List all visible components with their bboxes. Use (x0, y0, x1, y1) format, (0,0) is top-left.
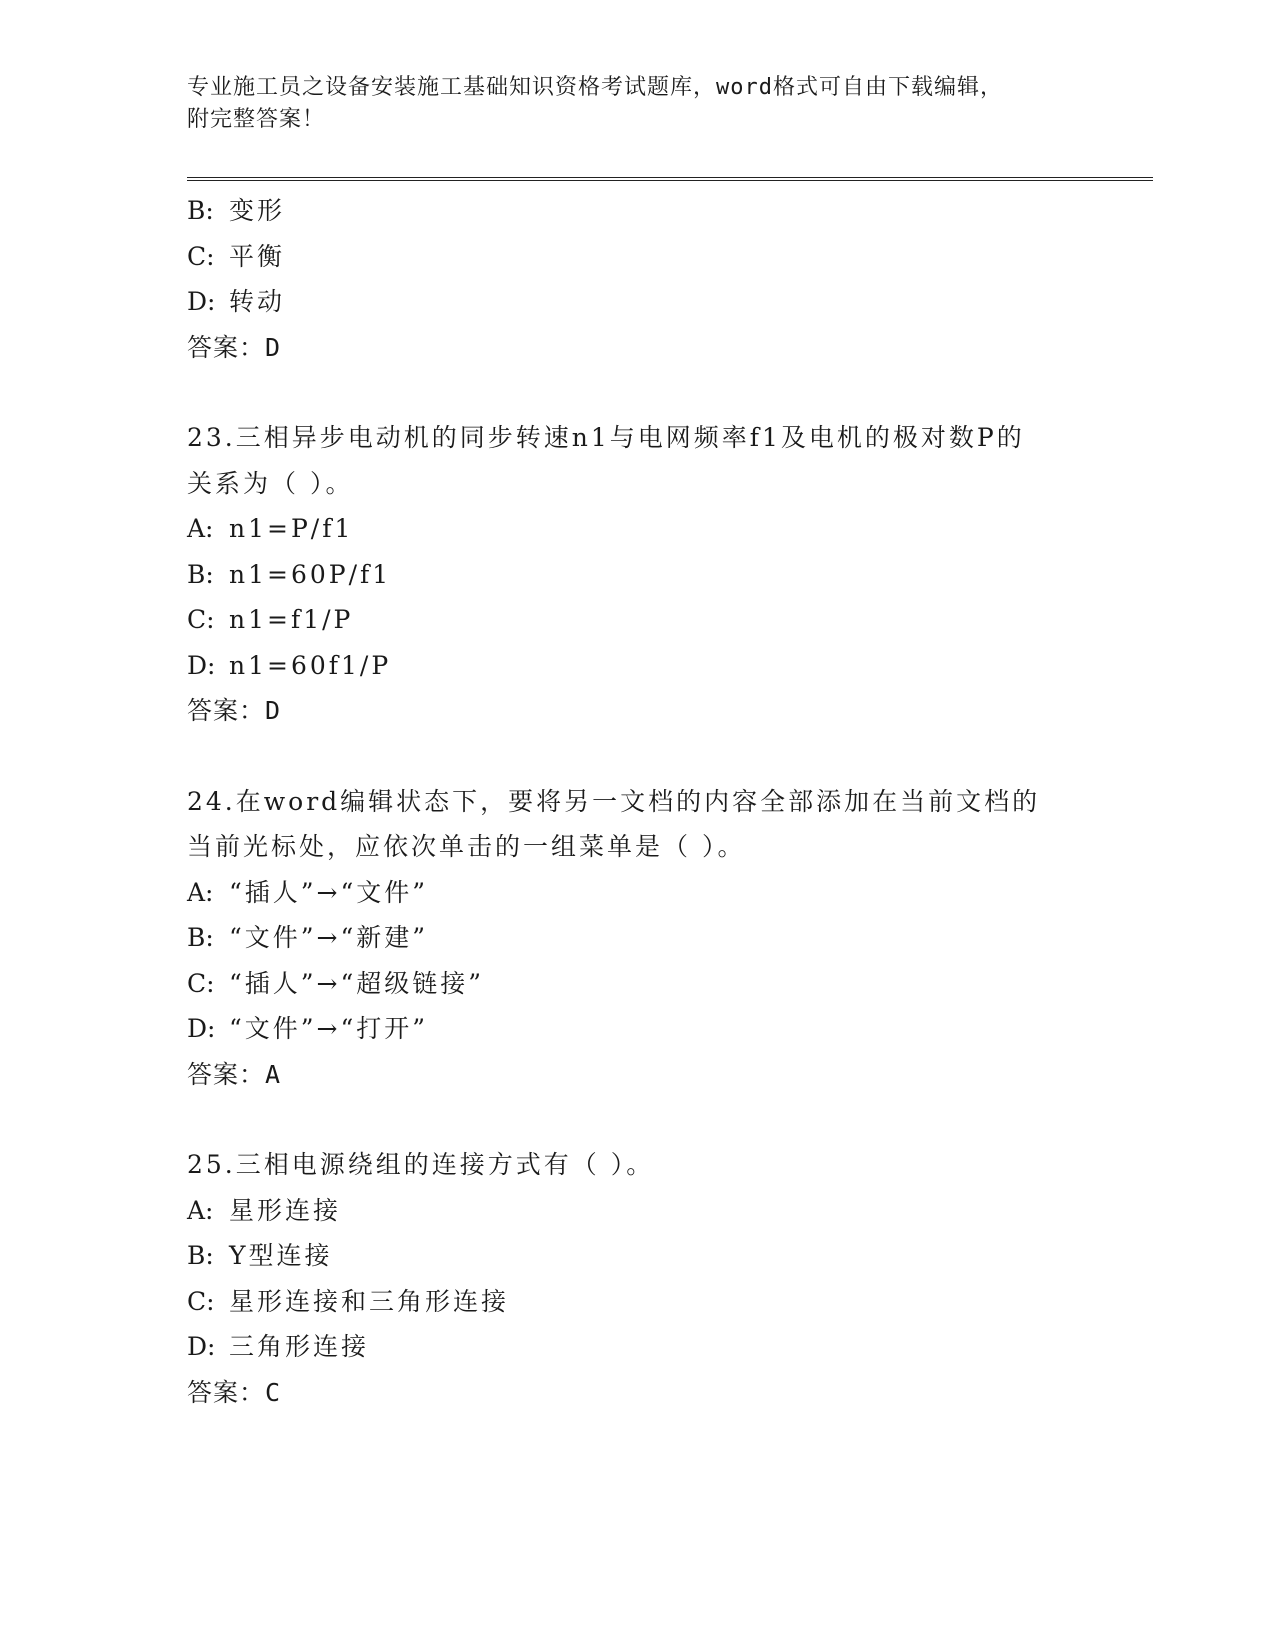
answer-value: A (265, 1059, 282, 1089)
option-text: 转动 (229, 287, 286, 316)
option-d (187, 1006, 1087, 1052)
option-a (187, 1188, 1087, 1234)
option-d (187, 279, 1087, 325)
question-text-line-1: 24.在word编辑状态下，要将另一文档的内容全部添加在当前文档的 (187, 786, 1041, 816)
option-text: 星形连接 (229, 1195, 342, 1225)
option-c (187, 1279, 1087, 1325)
answer-value: D (265, 696, 282, 725)
option-a (187, 506, 1087, 552)
question-text-line-1: 25.三相电源绕组的连接方式有（ ）。 (187, 1150, 655, 1179)
option-text: “插人”→“文件” (229, 877, 429, 907)
option-letter: D: (187, 1332, 216, 1361)
option-text: “插人”→“超级链接” (229, 968, 485, 998)
option-letter: C: (187, 241, 215, 271)
option-text: n1=P/f1 (229, 514, 354, 543)
header-divider (187, 177, 1153, 181)
option-text: n1=60P/f1 (229, 559, 392, 589)
answer-line (187, 1370, 1087, 1416)
question-23 (187, 415, 1087, 734)
option-a (187, 870, 1087, 916)
answer-line (187, 1052, 1087, 1098)
option-d (187, 1324, 1087, 1370)
question-text-line-2: 当前光标处，应依次单击的一组菜单是（ ）。 (187, 832, 746, 861)
option-text: Y型连接 (229, 1241, 333, 1270)
answer-label: 答案： (187, 332, 266, 362)
option-letter: B: (187, 1241, 214, 1270)
option-text: 三角形连接 (229, 1332, 370, 1361)
option-letter: D: (187, 287, 216, 316)
answer-label: 答案： (187, 1377, 266, 1407)
answer-line (187, 325, 1087, 371)
option-b (187, 552, 1087, 598)
header-line-2: 附完整答案！ (187, 107, 326, 132)
option-letter: B: (187, 559, 214, 589)
option-c (187, 234, 1087, 280)
option-b (187, 188, 1087, 234)
answer-value: C (265, 1377, 282, 1407)
option-letter: A: (187, 877, 214, 907)
question-list (187, 188, 1087, 1415)
answer-label: 答案： (187, 1059, 266, 1089)
option-text: 星形连接和三角形连接 (229, 1286, 510, 1316)
option-text: 平衡 (229, 241, 286, 271)
option-letter: D: (187, 650, 216, 680)
option-text: “文件”→“新建” (229, 923, 429, 952)
question-text-line-1: 23.三相异步电动机的同步转速n1与电网频率f1及电机的极对数P的 (187, 423, 1025, 452)
answer-value: D (265, 332, 282, 362)
spacer (187, 370, 1087, 415)
option-b (187, 1233, 1087, 1279)
question-25 (187, 1142, 1087, 1415)
option-text: n1=60f1/P (229, 650, 392, 680)
spacer (187, 1097, 1087, 1142)
option-letter: A: (187, 1195, 214, 1225)
header-line-1: 专业施工员之设备安装施工基础知识资格考试题库，word格式可自由下载编辑， (187, 75, 1003, 100)
question-22 (187, 188, 1087, 370)
option-c (187, 961, 1087, 1007)
option-text: 变形 (229, 196, 286, 225)
option-b (187, 915, 1087, 961)
option-letter: D: (187, 1014, 216, 1043)
question-24 (187, 779, 1087, 1098)
option-letter: C: (187, 605, 215, 634)
option-text: n1=f1/P (229, 605, 354, 634)
answer-line (187, 688, 1087, 734)
option-c (187, 597, 1087, 643)
option-letter: C: (187, 1286, 215, 1316)
answer-label: 答案： (187, 696, 266, 725)
option-letter: B: (187, 196, 214, 225)
option-letter: C: (187, 968, 215, 998)
option-letter: B: (187, 923, 214, 952)
document-header (187, 72, 1077, 136)
spacer (187, 734, 1087, 779)
option-text: “文件”→“打开” (229, 1014, 429, 1043)
question-text-line-2: 关系为（ ）。 (187, 468, 354, 498)
option-d (187, 643, 1087, 689)
option-letter: A: (187, 514, 214, 543)
